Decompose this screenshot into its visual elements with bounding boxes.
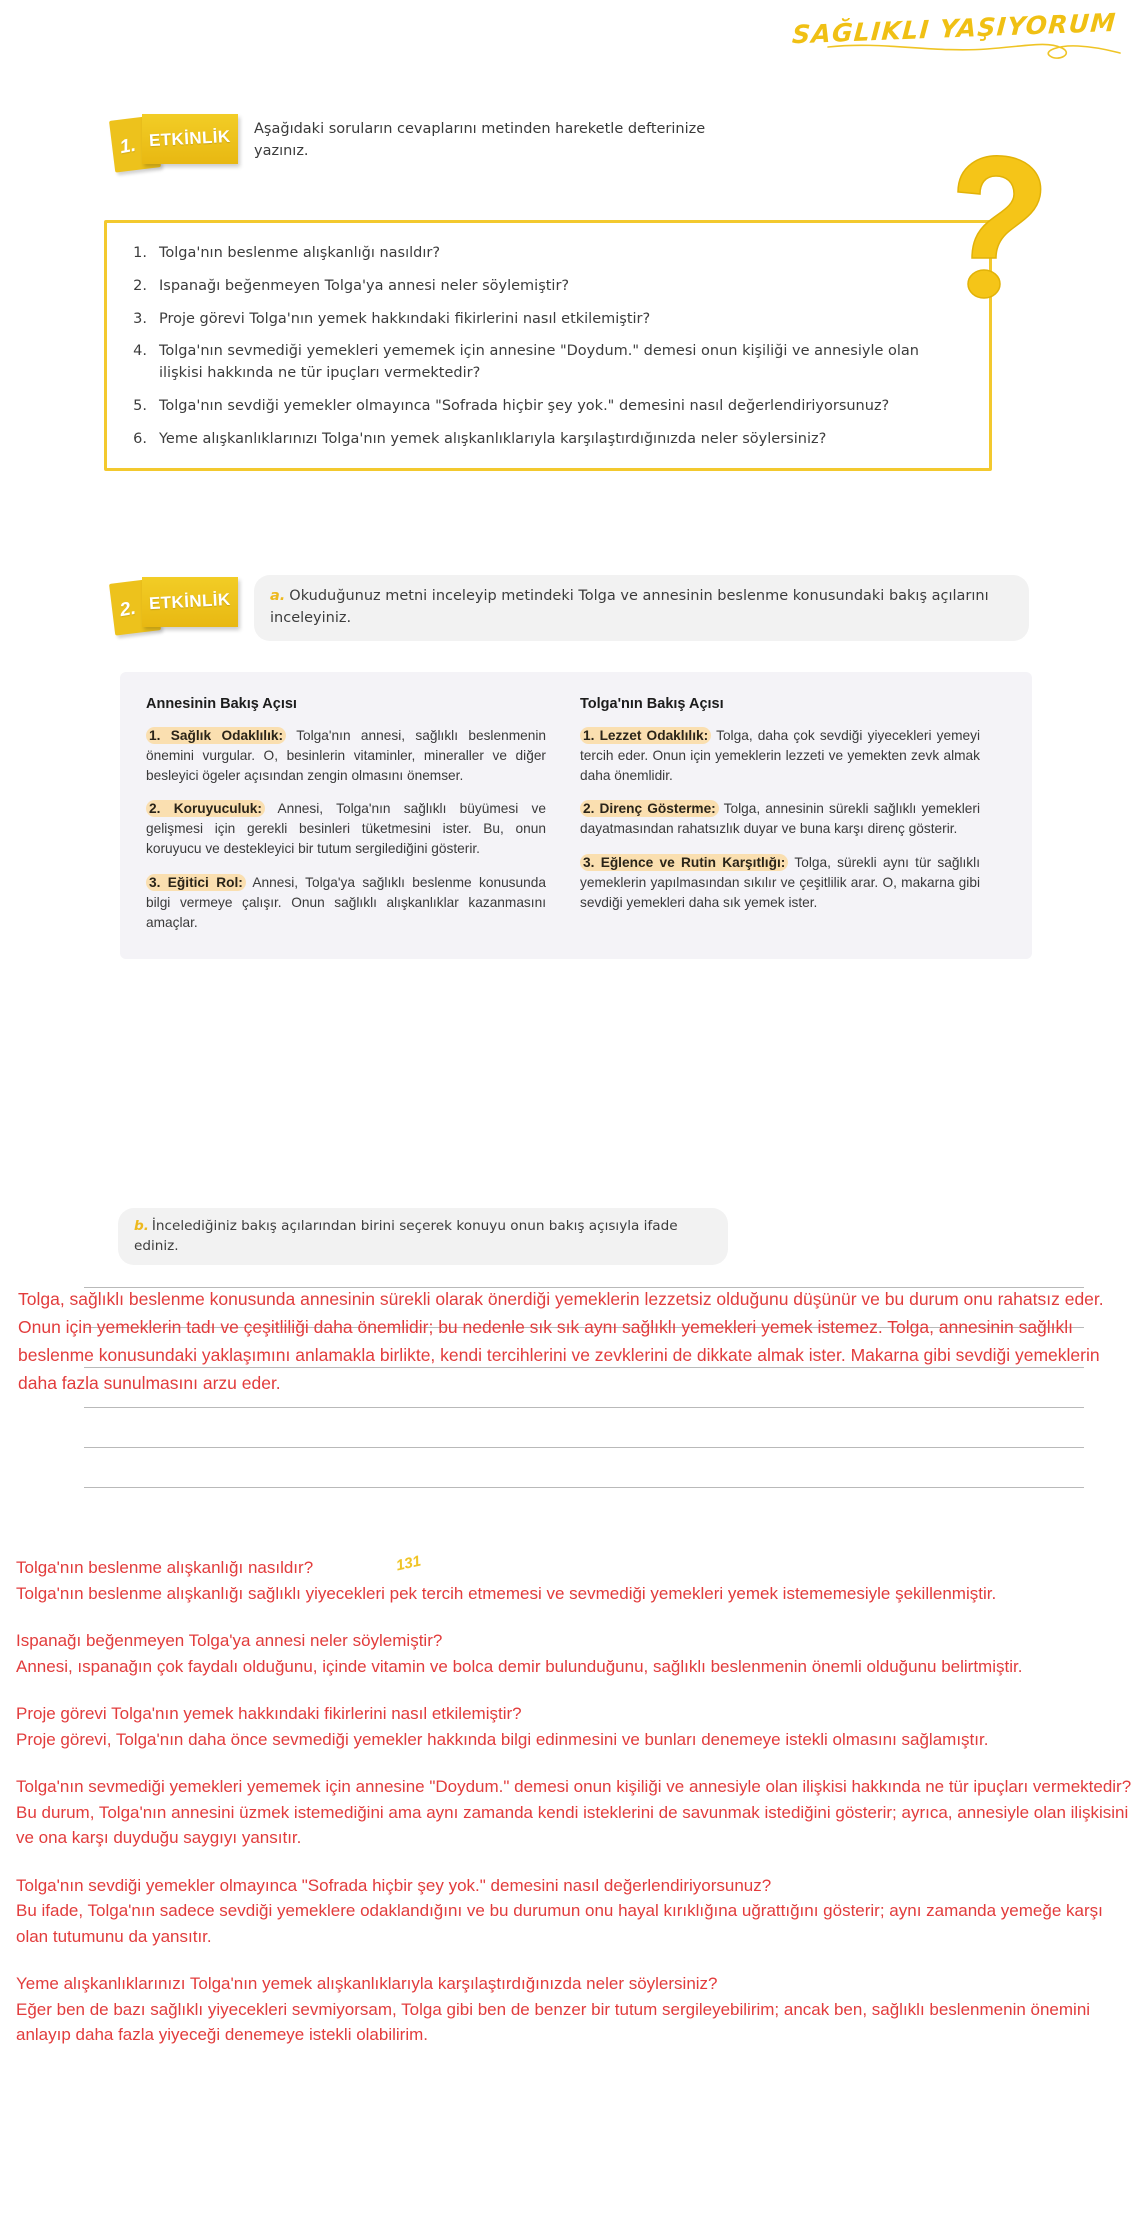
question-number: 4. [133,343,147,360]
perspective-item-label: 3. Eğlence ve Rutin Karşıtlığı: [580,854,788,871]
question-text: Yeme alışkanlıklarınızı Tolga'nın yemek alışkanlıklarıyla karşılaştırdığınızda neler söylersiniz? [159,430,827,447]
activity-1-label: ETKİNLİK [148,126,232,151]
activity-2-item-b [118,1208,728,1265]
question-text: Proje görevi Tolga'nın yemek hakkındaki fikirlerini nasıl etkilemiştir? [159,310,651,327]
activity-1-number: 1. [118,134,138,159]
question-text: Tolga'nın sevmediği yemekleri yememek için annesine "Doydum." demesi onun kişiliği ve annesiyle olan ilişkisi hakkında ne tür ipuçları vermektedir? [159,343,919,381]
tolga-perspective-title: Tolga'nın Bakış Açısı [580,696,724,712]
qa-answer: Proje görevi, Tolga'nın daha önce sevmediği yemekler hakkında bilgi edinmesini ve bunları denemeye istekli olmasını sağlamıştır. [16,1729,989,1749]
perspective-item-text: Tolga'nın annesi, sağlıklı beslenmenin önemini vurgular. O, besinlerin vitaminler, mineraller ve diğer besleyici ögeler açısından zengin olmasını önemser. [146,727,546,783]
perspective-item [146,873,546,933]
tolga-perspective-column [580,696,980,933]
qa-answer: Annesi, ıspanağın çok faydalı olduğunu, içinde vitamin ve bolca demir bulunduğunu, sağlıklı beslenmenin önemli olduğunu belirtmiştir. [16,1656,1023,1676]
perspective-item-label: 3. Eğitici Rol: [146,874,246,891]
activity-2-item-a [254,575,1029,641]
perspective-item [146,726,546,786]
perspective-item-text: Tolga, daha çok sevdiği yiyecekleri yemeyi tercih eder. Onun için yemeklerin lezzeti ve yemekten zevk almak daha önemlidir. [580,727,981,783]
qa-question: Tolga'nın sevdiği yemekler olmayınca "Sofrada hiçbir şey yok." demesini nasıl değerlendiriyorsunuz? [16,1875,772,1895]
question-text: Tolga'nın beslenme alışkanlığı nasıldır? [159,245,441,261]
question-item [125,341,963,385]
qa-pair [16,1552,1134,1606]
question-item [125,429,963,451]
ruled-line [84,1447,1084,1448]
question-item [125,276,963,298]
answer-block [18,1285,1130,1397]
activity-1-intro: Aşağıdaki soruların cevaplarını metinden hareketle defterinize yazınız. [254,121,706,160]
qa-list [16,1552,1134,2048]
qa-question: Tolga'nın sevmediği yemekleri yememek için annesine "Doydum." demesi onun kişiliği ve annesiyle olan ilişkisi hakkında ne tür ipuçları vermektedir? [16,1777,1132,1796]
question-text: Ispanağı beğenmeyen Tolga'ya annesi neler söylemiştir? [159,277,570,294]
activity-2-header [112,575,1032,641]
question-number: 1. [133,245,147,261]
qa-pair [16,1701,1134,1752]
item-b-text: İncelediğiniz bakış açılarından birini seçerek konuyu onun bakış açısıyla ifade ediniz. [134,1218,678,1254]
qa-pair [16,1971,1134,2048]
perspectives-panel [120,672,1032,959]
qa-pair [16,1774,1134,1851]
mother-perspective-column [146,696,546,933]
qa-question: Yeme alışkanlıklarınızı Tolga'nın yemek alışkanlıklarıyla karşılaştırdığınızda neler söylersiniz? [16,1974,718,1993]
answer-text[interactable]: Tolga, sağlıklı beslenme konusunda annesinin sürekli olarak önerdiği yemeklerin lezzetsiz olduğunu düşünür ve bu durum onu rahatsız eder. Onun için yemeklerin tadı ve çeşitliliği daha önemlidir; bu nedenle sık sık aynı sağlıklı yemekleri yemek istemez. Tolga, annesinin sağlıklı beslenme konusundaki yaklaşımını anlamakla birlikte, kendi tercihlerini ve zevklerini de dikkate almak ister. Makarna gibi sevdiği yemeklerin daha fazla sunulmasını arzu eder. [18,1289,1104,1393]
perspective-item [580,799,980,839]
question-number: 6. [133,430,147,447]
ruled-line [84,1487,1084,1488]
question-item [125,243,963,265]
qa-question: Tolga'nın beslenme alışkanlığı nasıldır? [16,1558,314,1577]
activity-1-badge [112,112,240,170]
perspective-item-text: Tolga, sürekli aynı tür sağlıklı yemeklerin yapılmasından sıkılır ve çeşitlilik arar. O, makarna gibi sevdiği yemekleri daha sık yemek ister. [580,855,980,911]
qa-answer: Eğer ben de bazı sağlıklı yiyecekleri sevmiyorsam, Tolga gibi ben de benzer bir tutum sergileyebilirim; ancak ben, sağlıklı beslenmenin önemini anlayıp daha fazla yiyeceği denemeye istekli olabilirim. [16,1999,1091,2044]
perspective-item [580,726,980,786]
question-number: 3. [133,310,147,327]
activity-2-label: ETKİNLİK [148,589,232,614]
qa-question: Ispanağı beğenmeyen Tolga'ya annesi neler söylemiştir? [16,1631,443,1650]
qa-pair [16,1628,1134,1679]
question-number: 2. [133,277,147,294]
activity-2-badge [112,575,240,633]
ruled-line [84,1407,1084,1408]
questions-frame [104,220,992,471]
question-number: 5. [133,397,147,414]
perspective-item-text: Annesi, Tolga'nın sağlıklı büyümesi ve gelişmesi için gerekli besinleri tüketmesini ister. Bu, onun koruyucu ve destekleyici bir tutum sergilediğini gösterir. [146,801,546,857]
perspective-item-label: 1. Lezzet Odaklılık: [580,727,711,744]
activity-1-header [112,112,752,170]
item-a-marker: a. [270,588,286,604]
perspective-item-text: Annesi, Tolga'ya sağlıklı beslenme konusunda bilgi vermeye çalışır. Onun sağlıklı alışkanlıklar kazanmasını amaçlar. [146,875,546,931]
qa-question: Proje görevi Tolga'nın yemek hakkındaki fikirlerini nasıl etkilemiştir? [16,1704,522,1723]
question-text: Tolga'nın sevdiği yemekler olmayınca "Sofrada hiçbir şey yok." demesini nasıl değerlendiriyorsunuz? [159,397,890,414]
activity-2-label-tag [142,577,238,627]
header-logo-text: SAĞLIKLI YAŞIYORUM [791,7,1118,50]
perspective-item-label: 2. Direnç Gösterme: [580,800,719,817]
activity-2-number: 2. [118,597,138,622]
page-number: 131 [394,1552,423,1575]
perspective-item [146,799,546,859]
perspective-item [580,853,980,913]
perspective-item-label: 2. Koruyuculuk: [146,800,265,817]
question-item [125,309,963,331]
perspective-item-label: 1. Sağlık Odaklılık: [146,727,286,744]
perspective-item-text: Tolga, annesinin sürekli sağlıklı yemekleri dayatmasından rahatsızlık duyar ve buna karşı direnç gösterir. [580,801,981,837]
qa-pair [16,1873,1134,1950]
qa-answer: Tolga'nın beslenme alışkanlığı sağlıklı yiyecekleri pek tercih etmemesi ve sevmediği yemekleri yemek istememesiyle şekillenmiştir. [16,1583,997,1603]
mother-perspective-title: Annesinin Bakış Açısı [146,696,297,712]
qa-answer: Bu ifade, Tolga'nın sadece sevdiği yemeklere odaklandığını ve bu durumun onu hayal kırıklığına uğrattığını gösterir; aynı zamanda yemeğe karşı olan tutumunu da yansıtır. [16,1901,1103,1946]
qa-answer: Bu durum, Tolga'nın annesini üzmek istemediğini ama aynı zamanda kendi isteklerini de savunmak istediğini gösterir; ayrıca, annesiyle olan ilişkisini ve ona karşı duyduğu saygıyı yansıtır. [16,1802,1129,1847]
header-logo [791,7,1122,86]
item-a-text: Okuduğunuz metni inceleyip metindeki Tolga ve annesinin beslenme konusundaki bakış açılarını inceleyiniz. [270,588,989,626]
item-b-marker: b. [134,1218,149,1234]
question-item [125,396,963,418]
activity-1-label-tag [142,114,238,164]
